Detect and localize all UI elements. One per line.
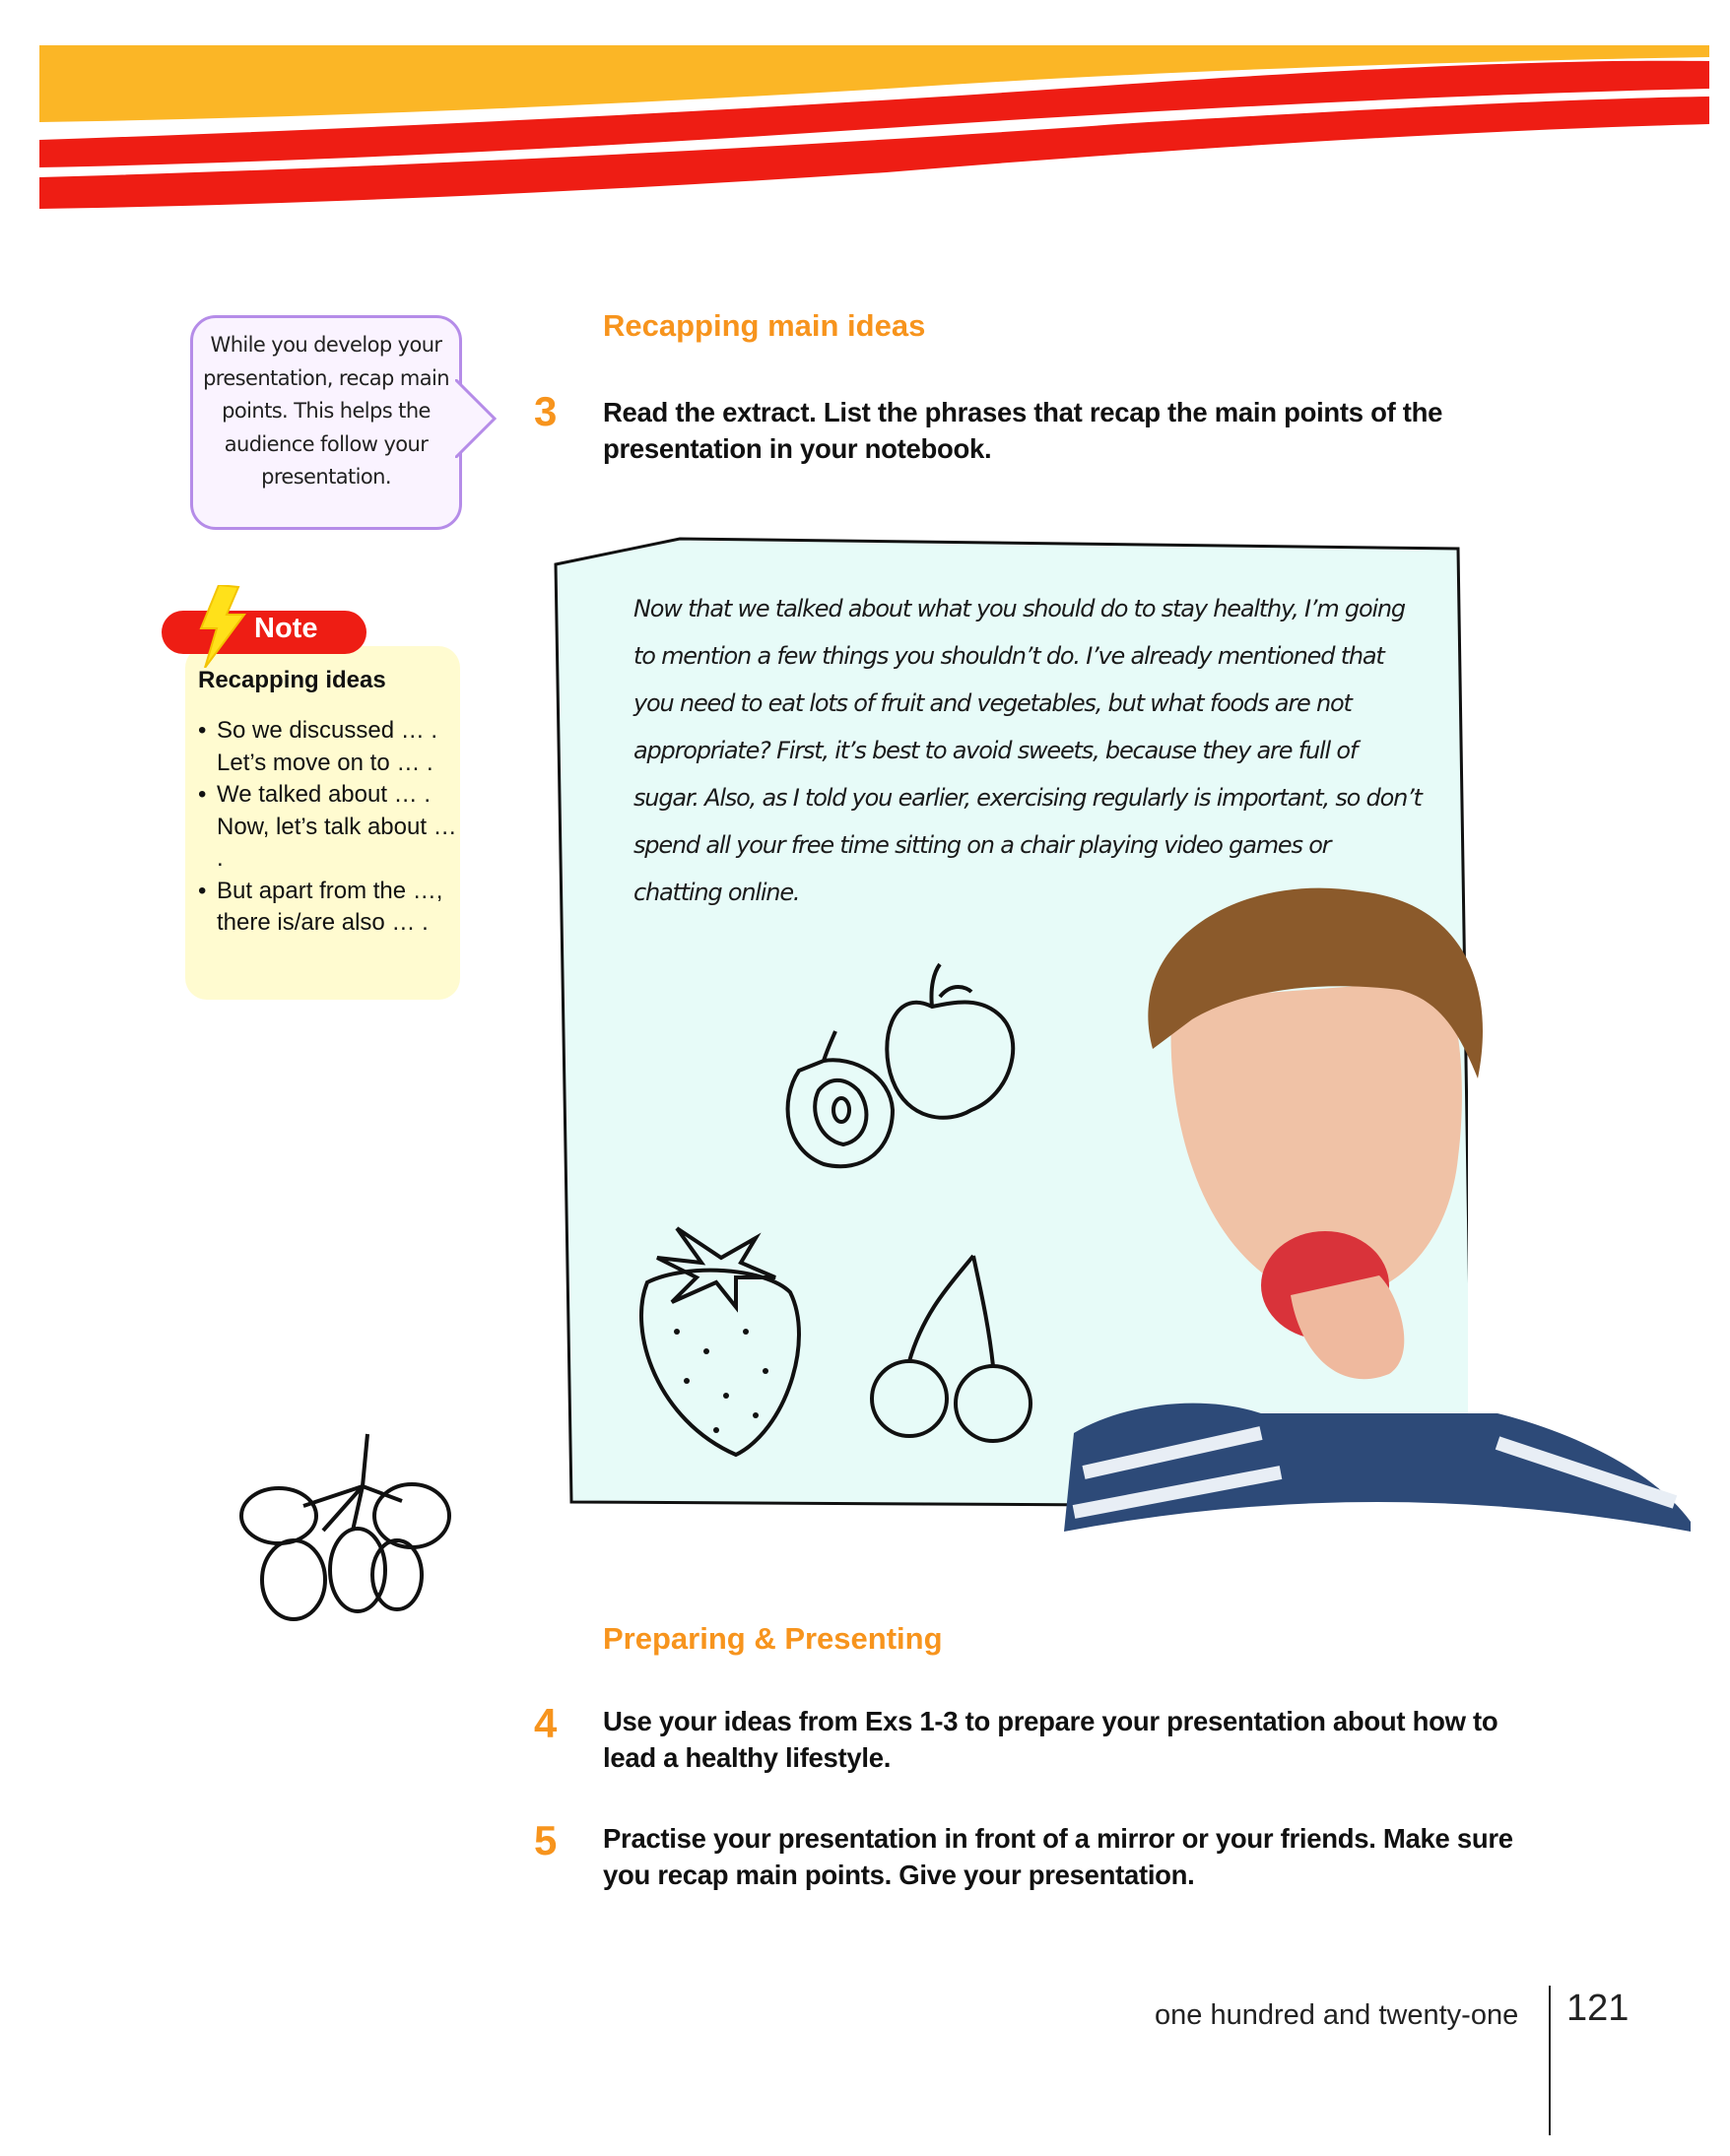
tip-text: While you develop your presentation, recap main points. This helps the audience follow your presentation. [203, 333, 449, 489]
exercise-number-3: 3 [534, 388, 558, 434]
extract-text: Now that we talked about what you should do to stay healthy, I’m going to mention a few things you shouldn’t do. I’ve already mentioned that you need to eat lots of fruit and vegetables, but what foods are not appropriate? First, it’s best to avoid sweets, because they are full of sugar. Also, as I told you earlier, exercising regularly is important, so don’t spend all your free time sitting on a chair playing video games or chatting online. [633, 595, 1422, 906]
footer-divider [1549, 1986, 1551, 2135]
lightning-bolt-icon [197, 585, 246, 668]
strawberry-drawing-icon [628, 1223, 810, 1460]
exercise-5-instruction: Practise your presentation in front of a mirror or your friends. Make sure you recap main points. Give your presentation. [603, 1823, 1513, 1890]
header-banner [0, 0, 1730, 227]
exercise-number-5: 5 [534, 1817, 558, 1863]
boy-eating-apple-photo [1064, 882, 1691, 1532]
cherries-drawing-icon [865, 1251, 1042, 1443]
note-label: Note [254, 613, 318, 644]
note-list [198, 715, 459, 940]
exercise-4-instruction: Use your ideas from Exs 1-3 to prepare your presentation about how to lead a healthy lifestyle. [603, 1706, 1498, 1773]
page-number: 121 [1566, 1988, 1630, 2029]
note-item: • So we discussed … . Let’s move on to … . [198, 715, 459, 779]
note-title: Recapping ideas [198, 667, 386, 693]
exercise-number-4: 4 [534, 1700, 558, 1746]
section-heading-preparing: Preparing & Presenting [603, 1621, 943, 1656]
page-number-words: one hundred and twenty-one [1155, 1999, 1519, 2031]
note-item: • We talked about … . Now, let’s talk about … . [198, 779, 459, 876]
section-heading-recapping: Recapping main ideas [603, 308, 926, 343]
bubble-tail [455, 379, 499, 458]
note-item: • But apart from the …, there is/are also … . [198, 876, 459, 940]
grapes-drawing-icon [234, 1432, 466, 1624]
apples-drawing-icon [774, 962, 1031, 1174]
exercise-3-instruction: Read the extract. List the phrases that recap the main points of the presentation in your notebook. [603, 397, 1443, 464]
